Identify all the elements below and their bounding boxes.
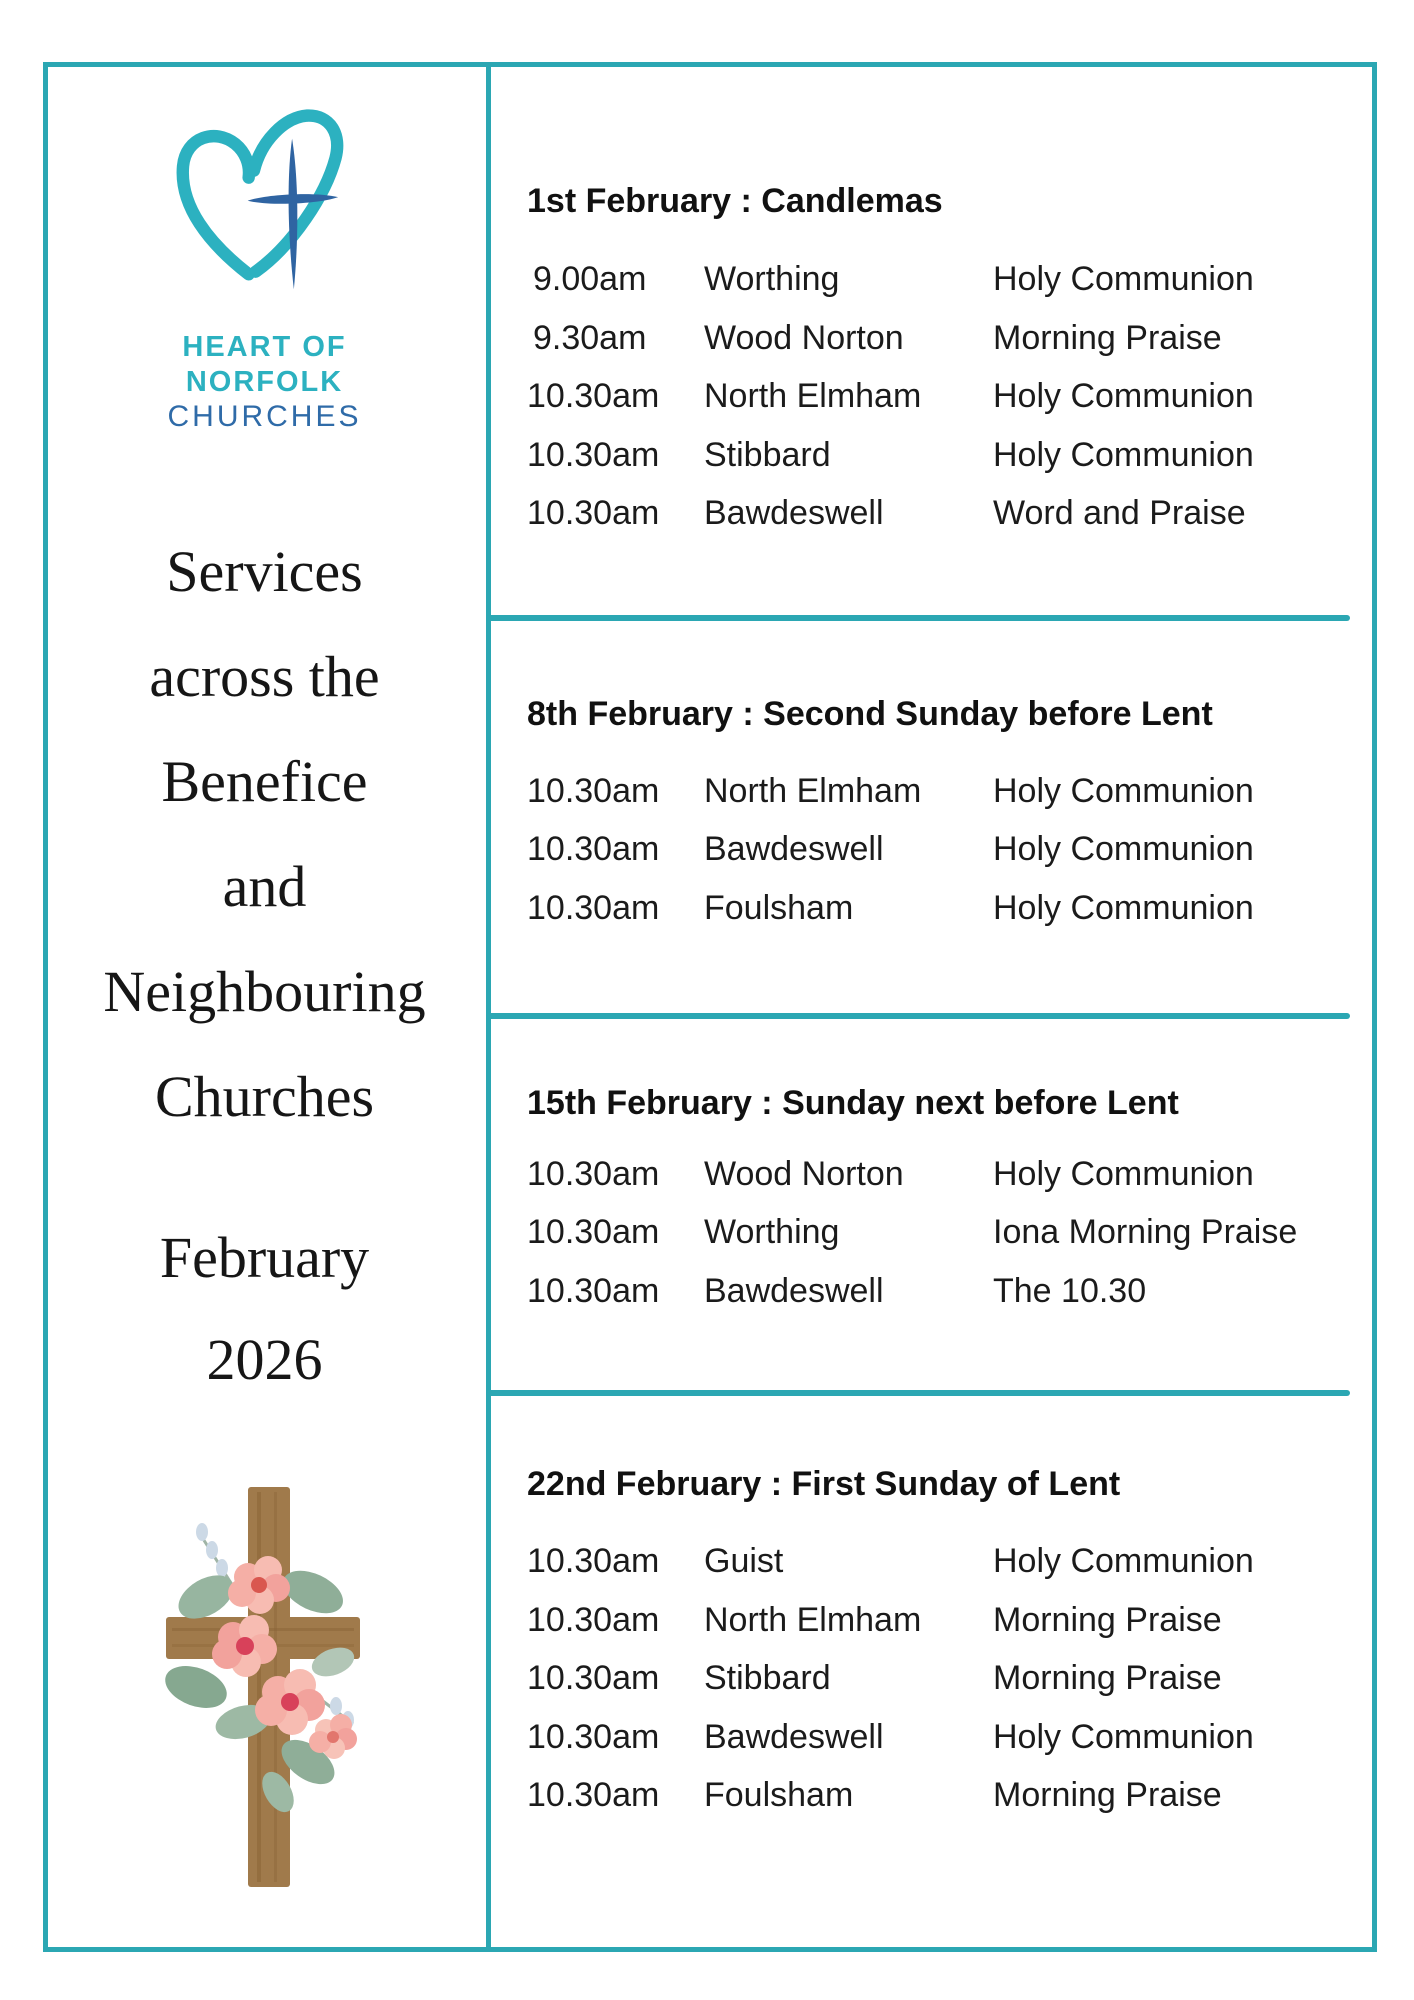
sidebar-month: February	[159, 1225, 370, 1290]
service-time: 10.30am	[527, 377, 660, 415]
logo-wordmark-line1: HEART OF	[182, 331, 347, 363]
service-name: Holy Communion	[993, 889, 1254, 927]
service-name: Holy Communion	[993, 830, 1254, 868]
sidebar-title-line: across the	[149, 644, 380, 709]
service-row	[527, 1593, 1357, 1651]
service-row	[527, 1768, 1357, 1826]
service-place: Wood Norton	[704, 319, 904, 357]
section-divider	[486, 615, 1350, 621]
service-row	[527, 428, 1357, 486]
service-time: 10.30am	[527, 830, 660, 868]
service-name: Holy Communion	[993, 436, 1254, 474]
service-row	[527, 881, 1357, 939]
service-row	[527, 1651, 1357, 1709]
service-row	[527, 764, 1357, 822]
service-name: Morning Praise	[993, 1601, 1222, 1639]
logo-wordmark-line2: NORFOLK	[185, 366, 344, 398]
vertical-divider	[486, 62, 491, 1952]
service-row	[527, 822, 1357, 880]
service-place: Worthing	[704, 260, 840, 298]
service-place: Wood Norton	[704, 1155, 904, 1193]
service-place: Stibbard	[704, 1659, 831, 1697]
service-place: Foulsham	[704, 1776, 854, 1814]
service-name: Iona Morning Praise	[993, 1213, 1298, 1251]
service-place: Guist	[704, 1542, 784, 1580]
section-heading: 22nd February : First Sunday of Lent	[527, 1465, 1121, 1503]
sidebar-title-line: Benefice	[161, 749, 368, 814]
service-row	[527, 486, 1357, 544]
service-time: 10.30am	[527, 1213, 660, 1251]
heart-cross-logo-icon	[160, 92, 355, 297]
service-place: Bawdeswell	[704, 494, 884, 532]
sidebar-title-line: and	[222, 854, 307, 919]
service-name: Holy Communion	[993, 377, 1254, 415]
service-time: 9.30am	[533, 319, 647, 357]
sidebar-year: 2026	[206, 1327, 323, 1392]
service-time: 10.30am	[527, 1155, 660, 1193]
service-place: North Elmham	[704, 772, 922, 810]
service-row	[527, 1205, 1357, 1263]
service-name: Holy Communion	[993, 1718, 1254, 1756]
service-name: Morning Praise	[993, 1659, 1222, 1697]
service-place: North Elmham	[704, 377, 922, 415]
section-heading: 1st February : Candlemas	[527, 182, 943, 220]
service-name: Morning Praise	[993, 1776, 1222, 1814]
service-name: Holy Communion	[993, 772, 1254, 810]
service-row	[527, 1264, 1357, 1322]
floral-cross-image	[148, 1472, 378, 1902]
service-place: Bawdeswell	[704, 1718, 884, 1756]
service-place: Bawdeswell	[704, 1272, 884, 1310]
service-time: 9.00am	[533, 260, 647, 298]
service-name: The 10.30	[993, 1272, 1147, 1310]
service-place: North Elmham	[704, 1601, 922, 1639]
service-place: Worthing	[704, 1213, 840, 1251]
section-heading: 8th February : Second Sunday before Lent	[527, 695, 1213, 733]
section-divider	[486, 1390, 1350, 1396]
service-time: 10.30am	[527, 1542, 660, 1580]
service-row	[527, 311, 1357, 369]
service-time: 10.30am	[527, 1659, 660, 1697]
service-row	[527, 369, 1357, 427]
service-row	[527, 1710, 1357, 1768]
sidebar	[43, 62, 486, 1952]
service-time: 10.30am	[527, 494, 660, 532]
service-name: Word and Praise	[993, 494, 1246, 532]
service-name: Holy Communion	[993, 1155, 1254, 1193]
section-divider	[486, 1013, 1350, 1019]
service-row	[527, 1534, 1357, 1592]
service-place: Foulsham	[704, 889, 854, 927]
service-time: 10.30am	[527, 889, 660, 927]
logo-wordmark-line3: CHURCHES	[167, 400, 362, 433]
service-row	[527, 252, 1357, 310]
service-row	[527, 1147, 1357, 1205]
service-time: 10.30am	[527, 772, 660, 810]
service-name: Morning Praise	[993, 319, 1222, 357]
service-time: 10.30am	[527, 1272, 660, 1310]
sidebar-title-line: Services	[166, 539, 363, 604]
service-place: Bawdeswell	[704, 830, 884, 868]
section-heading: 15th February : Sunday next before Lent	[527, 1084, 1179, 1122]
service-time: 10.30am	[527, 436, 660, 474]
sidebar-title-line: Churches	[154, 1064, 375, 1129]
service-time: 10.30am	[527, 1718, 660, 1756]
service-name: Holy Communion	[993, 260, 1254, 298]
service-name: Holy Communion	[993, 1542, 1254, 1580]
sidebar-title-line: Neighbouring	[103, 959, 426, 1024]
service-time: 10.30am	[527, 1601, 660, 1639]
service-time: 10.30am	[527, 1776, 660, 1814]
service-place: Stibbard	[704, 436, 831, 474]
flower	[309, 1714, 357, 1759]
